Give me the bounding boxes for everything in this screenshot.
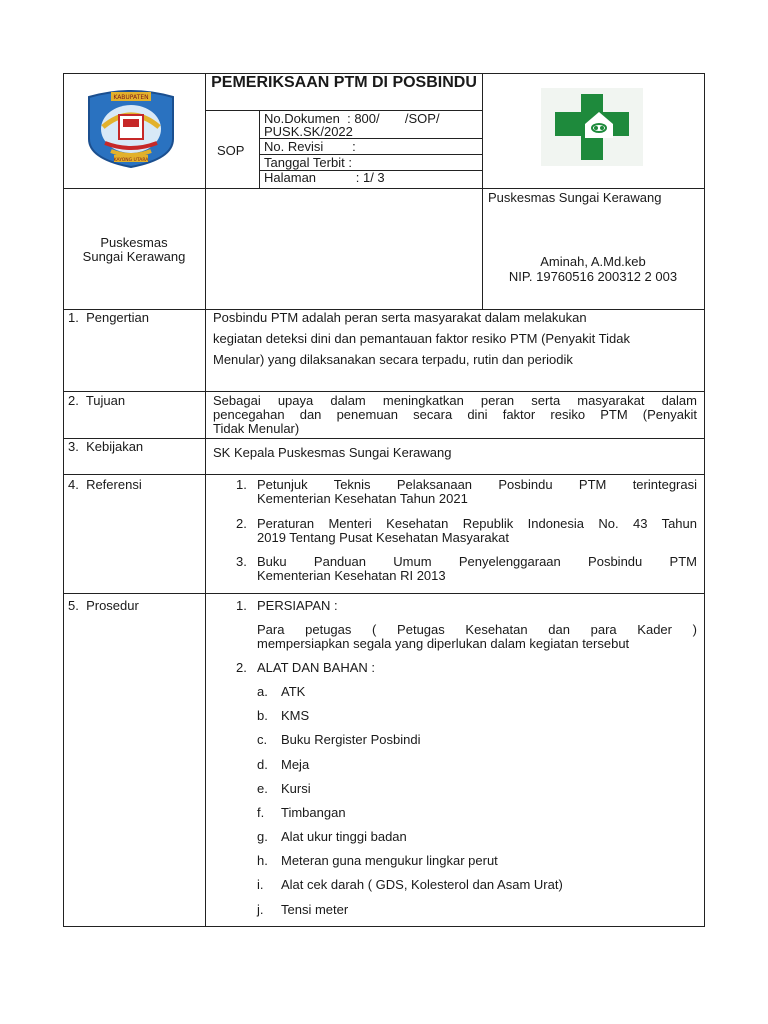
prosedur-step-1-line1: Para petugas ( Petugas Kesehatan dan para Kader ) (257, 622, 697, 637)
section-label-pengertian: 1. Pengertian (68, 310, 149, 325)
prosedur-step-1-title: PERSIAPAN : (257, 598, 338, 613)
list-item-letter: i. (257, 877, 264, 892)
doc-number-line1: No.Dokumen : 800/ /SOP/ (264, 111, 440, 126)
list-item: Tensi meter (281, 902, 349, 917)
section-label-referensi: 4. Referensi (68, 477, 142, 492)
list-item: Meteran guna mengukur lingkar perut (281, 853, 498, 868)
prosedur-step-2-num: 2. (236, 660, 247, 675)
kebijakan-text: SK Kepala Puskesmas Sungai Kerawang (213, 445, 452, 460)
prosedur-step-1-num: 1. (236, 598, 247, 613)
referensi-num-2: 2. (236, 516, 247, 531)
section-label-kebijakan: 3. Kebijakan (68, 439, 144, 454)
list-item: Meja (281, 757, 310, 772)
list-item-letter: h. (257, 853, 268, 868)
list-item-letter: a. (257, 684, 268, 699)
header-bottom-divider (63, 188, 705, 189)
section-label-tujuan: 2. Tujuan (68, 393, 126, 408)
referensi-item-3-line1: Buku Panduan Umum Penyelenggaraan Posbindu PTM (257, 554, 697, 569)
issue-date-field: Tanggal Terbit : (264, 155, 352, 170)
list-item-letter: e. (257, 781, 268, 796)
referensi-num-1: 1. (236, 477, 247, 492)
puskesmas-cross-logo (541, 88, 643, 166)
referensi-num-3: 3. (236, 554, 247, 569)
row-divider-referensi (63, 593, 705, 594)
section-label-prosedur: 5. Prosedur (68, 598, 139, 613)
border-left (63, 73, 64, 927)
signer-name: Aminah, A.Md.keb (540, 254, 646, 269)
row-divider-tujuan (63, 438, 705, 439)
pengertian-line-2: kegiatan deteksi dini dan pemantauan faktor resiko PTM (Penyakit Tidak (213, 331, 630, 346)
list-item: ATK (281, 684, 306, 699)
list-item: Timbangan (281, 805, 346, 820)
sop-label: SOP (217, 143, 245, 158)
list-item-letter: f. (257, 805, 265, 820)
row-divider-pengertian (63, 391, 705, 392)
org-name-left-line2: Sungai Kerawang (82, 249, 186, 264)
signer-nip: NIP. 19760516 200312 2 003 (508, 269, 678, 284)
list-item-letter: g. (257, 829, 268, 844)
list-item-letter: b. (257, 708, 268, 723)
list-item-letter: c. (257, 732, 268, 747)
tujuan-line-2: pencegahan dan penemuan secara dini faktor resiko PTM (Penyakit (213, 407, 697, 422)
list-item: Buku Rergister Posbindi (281, 732, 421, 747)
sop-document (63, 73, 705, 927)
list-item-letter: d. (257, 757, 268, 772)
referensi-item-1-line2: Kementerian Kesehatan Tahun 2021 (257, 491, 468, 506)
referensi-item-2-line1: Peraturan Menteri Kesehatan Republik Indonesia No. 43 Tahun (257, 516, 697, 531)
body-col-divider (205, 309, 206, 927)
list-item: Kursi (281, 781, 311, 796)
border-right (704, 73, 705, 927)
list-item: Alat ukur tinggi badan (281, 829, 407, 844)
row-divider-kebijakan (63, 474, 705, 475)
header-col-divider-1 (205, 73, 206, 310)
tujuan-line-1: Sebagai upaya dalam meningkatkan peran serta masyarakat dalam (213, 393, 697, 408)
document-title: PEMERIKSAAN PTM DI POSBINDU (211, 74, 477, 91)
prosedur-step-2-title: ALAT DAN BAHAN : (257, 660, 375, 675)
list-item: KMS (281, 708, 310, 723)
revision-field: No. Revisi : (264, 139, 356, 154)
org-name-right: Puskesmas Sungai Kerawang (488, 190, 662, 205)
kabupaten-emblem-logo (81, 87, 181, 169)
list-item-letter: j. (257, 902, 264, 917)
page-field: Halaman : 1/ 3 (264, 170, 385, 185)
doc-number-line2: PUSK.SK/2022 (264, 124, 353, 139)
referensi-item-3-line2: Kementerian Kesehatan RI 2013 (257, 568, 446, 583)
sop-label-divider (259, 110, 260, 188)
referensi-item-1-line1: Petunjuk Teknis Pelaksanaan Posbindu PTM terintegrasi (257, 477, 697, 492)
emblem-bottom-text: KAYONG UTARA (113, 158, 149, 163)
referensi-item-2-line2: 2019 Tentang Pusat Kesehatan Masyarakat (257, 530, 509, 545)
pengertian-line-1: Posbindu PTM adalah peran serta masyarakat dalam melakukan (213, 310, 587, 325)
org-name-left-line1: Puskesmas (100, 235, 168, 250)
prosedur-step-1-line2: mempersiapkan segala yang diperlukan dalam kegiatan tersebut (257, 636, 630, 651)
pengertian-line-3: Menular) yang dilaksanakan secara terpadu, rutin dan periodik (213, 352, 573, 367)
emblem-top-text: KABUPATEN (113, 94, 149, 101)
tujuan-line-3: Tidak Menular) (213, 421, 300, 436)
list-item: Alat cek darah ( GDS, Kolesterol dan Asam Urat) (281, 877, 563, 892)
border-bottom (63, 926, 705, 927)
